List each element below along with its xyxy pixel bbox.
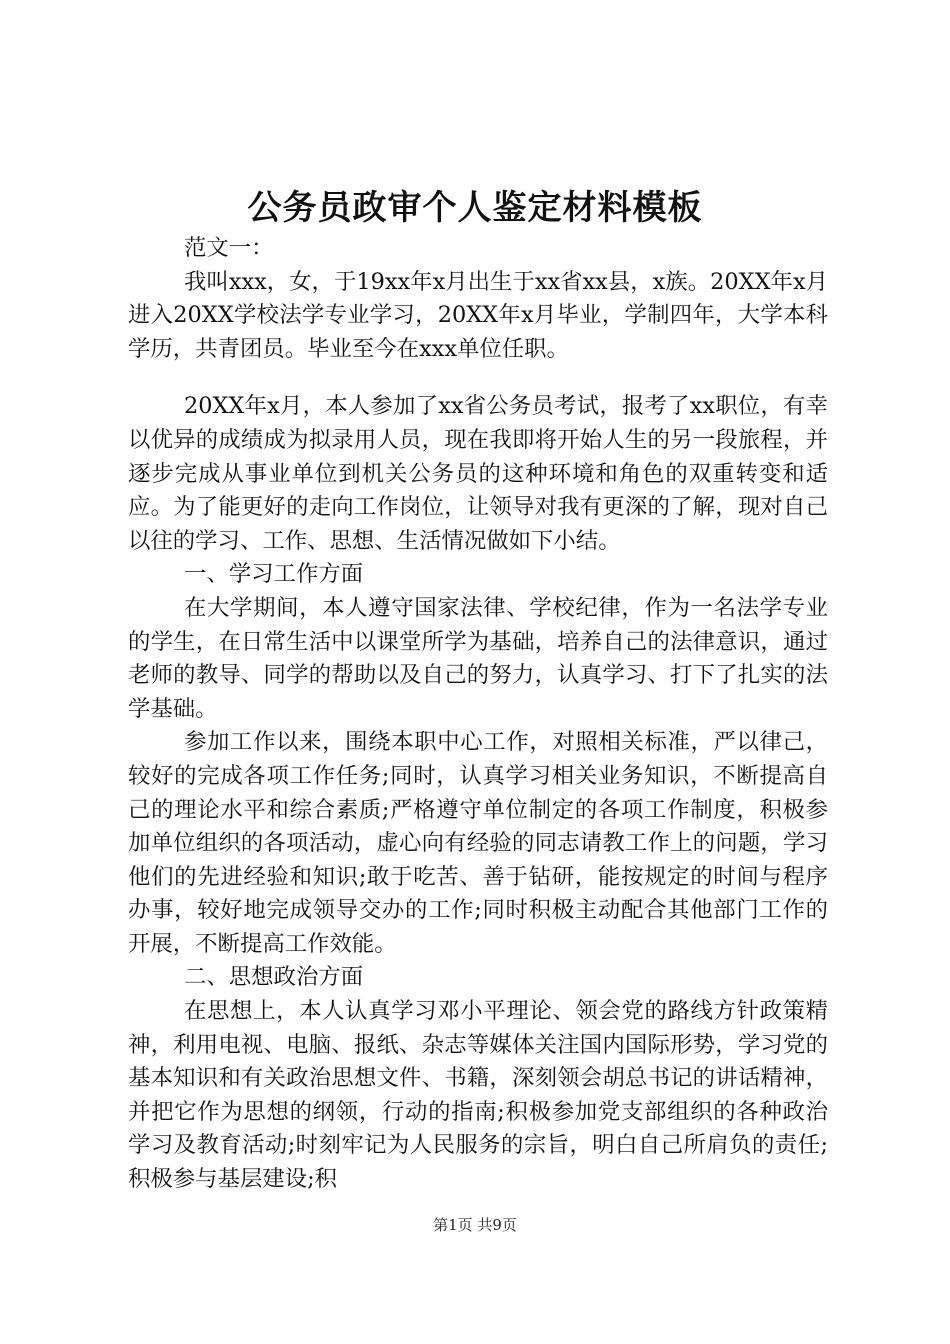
paragraph-university: 在大学期间，本人遵守国家法律、学校纪律，作为一名法学专业的学生，在日常生活中以课堂所学为基础，培养自己的法律意识，通过老师的教导、同学的帮助以及自己的努力，认真学习、打下了扎实的法学基础。 — [128, 594, 828, 722]
document-title: 公务员政审个人鉴定材料模板 — [247, 188, 703, 228]
section-label: 范文一： — [184, 235, 274, 261]
paragraph-exam: 20XX年x月，本人参加了xx省公务员考试，报考了xx职位，有幸以优异的成绩成为拟录用人员，现在我即将开始人生的另一段旅程，并逐步完成从事业单位到机关公务员的这种环境和角色的双重转变和适应。为了能更好的走向工作岗位，让领导对我有更深的了解，现对自己以往的学习、工作、思想、生活情况做如下小结。 — [128, 393, 828, 554]
page-footer: 第1页 共9页 — [433, 1216, 517, 1234]
section-heading-study-work: 一、学习工作方面 — [184, 561, 364, 588]
paragraph-thought: 在思想上，本人认真学习邓小平理论、领会党的路线方针政策精神，利用电视、电脑、报纸、杂志等媒体关注国内国际形势，学习党的基本知识和有关政治思想文件、书籍，深刻领会胡总书记的讲话精神，并把它作为思想的纲领，行动的指南;积极参加党支部组织的各种政治学习及教育活动;时刻牢记为人民服务的宗旨，明白自己所肩负的责任;积极参与基层建设;积 — [128, 998, 828, 1193]
paragraph-intro: 我叫xxx，女，于19xx年x月出生于xx省xx县，x族。20XX年x月进入20XX学校法学专业学习，20XX年x月毕业，学制四年，大学本科学历，共青团员。毕业至今在xxx单位任职。 — [128, 268, 828, 362]
document-body — [128, 232, 828, 1197]
section-heading-politics: 二、思想政治方面 — [184, 964, 364, 991]
paragraph-work: 参加工作以来，围绕本职中心工作，对照相关标准，严以律己，较好的完成各项工作任务;同时，认真学习相关业务知识，不断提高自己的理论水平和综合素质;严格遵守单位制定的各项工作制度，积极参加单位组织的各项活动，虚心向有经验的同志请教工作上的问题，学习他们的先进经验和知识;敢于吃苦、善于钻研，能按规定的时间与程序办事，较好地完成领导交办的工作;同时积极主动配合其他部门工作的开展，不断提高工作效能。 — [128, 729, 828, 957]
